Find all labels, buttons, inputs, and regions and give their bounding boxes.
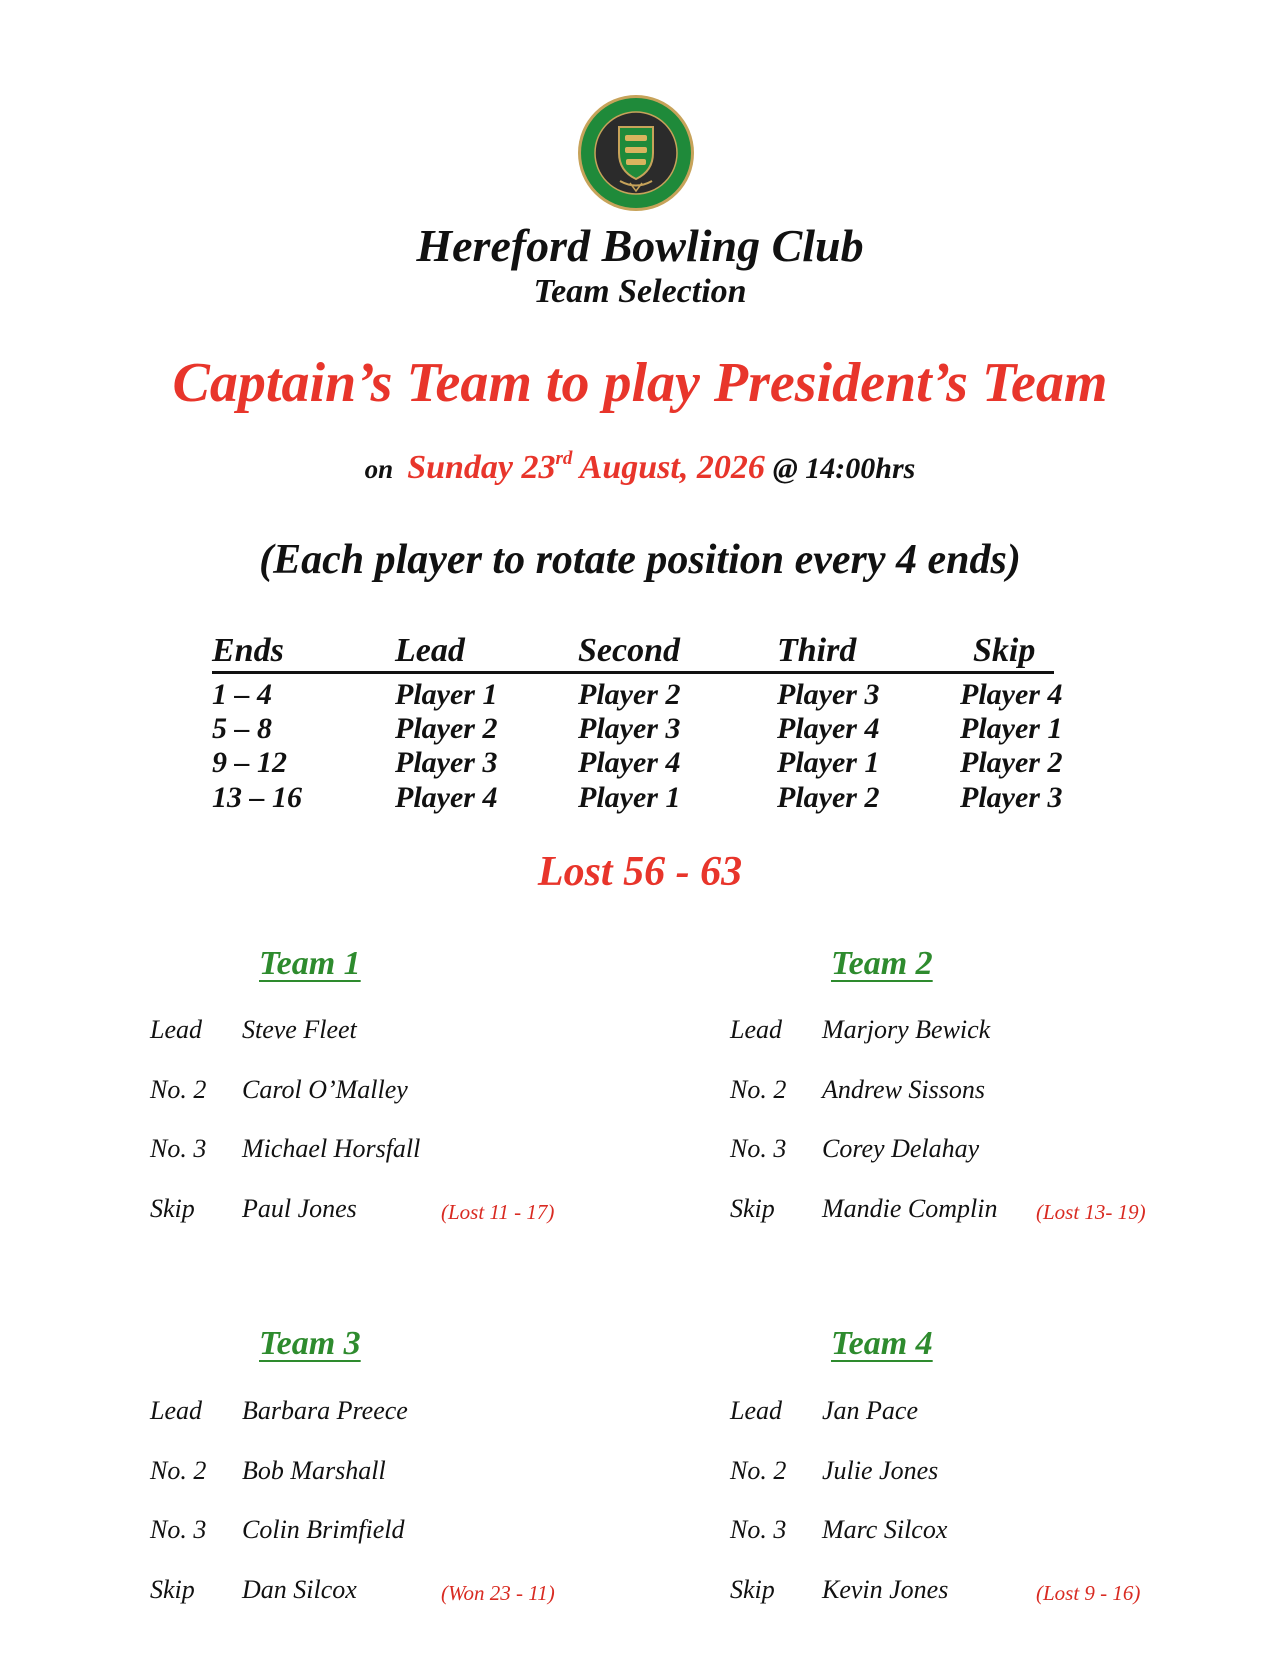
player-position: No. 3 bbox=[730, 1134, 787, 1163]
team-score: (Lost 13- 19) bbox=[1036, 1200, 1146, 1224]
match-date bbox=[407, 449, 765, 486]
rotation-cell: 5 – 8 bbox=[212, 712, 272, 745]
rotation-cell: Player 2 bbox=[960, 746, 1063, 779]
rotation-cell: Player 3 bbox=[777, 678, 880, 711]
player-name: Bob Marshall bbox=[242, 1456, 386, 1485]
rotation-cell: Player 4 bbox=[960, 678, 1063, 711]
player-position: No. 2 bbox=[150, 1075, 207, 1104]
player-position: No. 2 bbox=[150, 1456, 207, 1485]
player-name: Colin Brimfield bbox=[242, 1515, 405, 1544]
team-score: (Lost 9 - 16) bbox=[1036, 1581, 1141, 1605]
match-time: @ 14:00hrs bbox=[772, 452, 916, 485]
rotation-cell: Player 1 bbox=[578, 781, 681, 814]
match-date-suffix: August, 2026 bbox=[572, 449, 765, 486]
player-position: Lead bbox=[150, 1015, 202, 1044]
rotation-cell: Player 1 bbox=[395, 678, 498, 711]
rotation-cell: Player 1 bbox=[777, 746, 880, 779]
rotation-header-skip: Skip bbox=[973, 632, 1036, 669]
team-title: Team 2 bbox=[831, 945, 933, 982]
match-date-line bbox=[0, 445, 1280, 491]
team-title: Team 4 bbox=[831, 1325, 933, 1362]
player-position: Lead bbox=[730, 1015, 782, 1044]
rotation-cell: Player 1 bbox=[960, 712, 1063, 745]
rotation-header-ends: Ends bbox=[212, 632, 284, 669]
player-position: No. 3 bbox=[150, 1515, 207, 1544]
player-name: Michael Horsfall bbox=[242, 1134, 421, 1163]
hereford-bowling-club-crest-icon bbox=[576, 93, 696, 213]
player-position: No. 3 bbox=[730, 1515, 787, 1544]
rotation-cell: Player 2 bbox=[777, 781, 880, 814]
player-name: Corey Delahay bbox=[822, 1134, 980, 1163]
match-title: Captain’s Team to play President’s Team bbox=[172, 352, 1108, 414]
rotation-cell: Player 3 bbox=[578, 712, 681, 745]
player-name: Andrew Sissons bbox=[822, 1075, 985, 1104]
team-title: Team 1 bbox=[259, 945, 361, 982]
match-date-prefix: Sunday 23 bbox=[407, 449, 556, 486]
rotation-cell: Player 2 bbox=[578, 678, 681, 711]
player-position: Skip bbox=[730, 1194, 775, 1223]
player-name: Jan Pace bbox=[822, 1396, 919, 1425]
rotation-header-rule bbox=[212, 671, 1054, 674]
player-name: Julie Jones bbox=[822, 1456, 939, 1485]
player-name: Marc Silcox bbox=[822, 1515, 948, 1544]
player-name: Kevin Jones bbox=[822, 1575, 949, 1604]
team-score: (Lost 11 - 17) bbox=[441, 1200, 555, 1224]
rotation-cell: Player 4 bbox=[578, 746, 681, 779]
rotation-cell: 1 – 4 bbox=[212, 678, 272, 711]
player-position: Lead bbox=[730, 1396, 782, 1425]
player-name: Marjory Bewick bbox=[822, 1015, 991, 1044]
player-name: Mandie Complin bbox=[822, 1194, 998, 1223]
rotation-cell: Player 2 bbox=[395, 712, 498, 745]
player-position: Lead bbox=[150, 1396, 202, 1425]
player-name: Carol O’Malley bbox=[242, 1075, 408, 1104]
rotation-cell: Player 3 bbox=[395, 746, 498, 779]
match-date-ordinal: rd bbox=[555, 448, 573, 469]
rotation-cell: Player 3 bbox=[960, 781, 1063, 814]
team-title: Team 3 bbox=[259, 1325, 361, 1362]
player-position: Skip bbox=[150, 1194, 195, 1223]
page-subtitle: Team Selection bbox=[533, 273, 747, 310]
rotation-cell: 13 – 16 bbox=[212, 781, 302, 814]
rotation-note: (Each player to rotate position every 4 ends) bbox=[259, 537, 1021, 583]
rotation-cell: Player 4 bbox=[777, 712, 880, 745]
overall-result: Lost 56 - 63 bbox=[537, 849, 743, 895]
rotation-cell: Player 4 bbox=[395, 781, 498, 814]
rotation-header-second: Second bbox=[578, 632, 680, 669]
player-position: No. 2 bbox=[730, 1075, 787, 1104]
player-position: Skip bbox=[730, 1575, 775, 1604]
rotation-header-third: Third bbox=[777, 632, 857, 669]
rotation-cell: 9 – 12 bbox=[212, 746, 287, 779]
player-position: No. 3 bbox=[150, 1134, 207, 1163]
on-label: on bbox=[364, 454, 394, 484]
club-name: Hereford Bowling Club bbox=[416, 220, 864, 271]
rotation-header-lead: Lead bbox=[395, 632, 465, 669]
player-name: Dan Silcox bbox=[242, 1575, 357, 1604]
player-position: Skip bbox=[150, 1575, 195, 1604]
player-name: Steve Fleet bbox=[242, 1015, 357, 1044]
player-name: Paul Jones bbox=[242, 1194, 357, 1223]
team-score: (Won 23 - 11) bbox=[441, 1581, 555, 1605]
player-name: Barbara Preece bbox=[242, 1396, 408, 1425]
player-position: No. 2 bbox=[730, 1456, 787, 1485]
